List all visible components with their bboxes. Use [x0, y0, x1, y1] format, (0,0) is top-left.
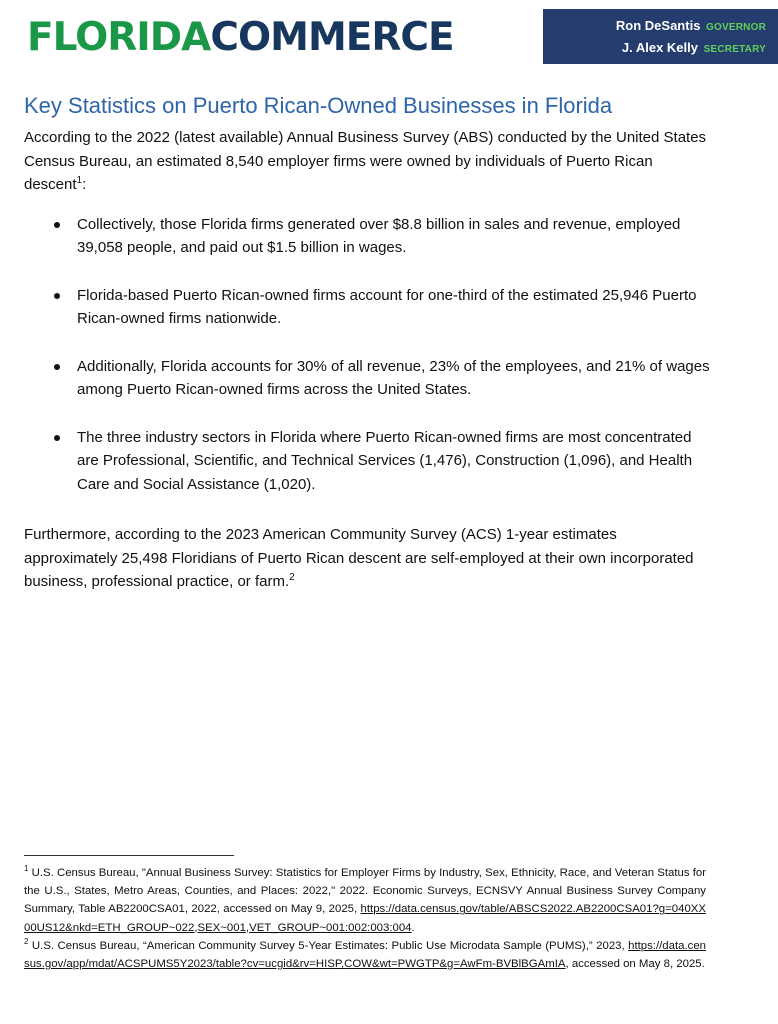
- footnote-end: .: [411, 921, 415, 934]
- intro-text: According to the 2022 (latest available) Annual Business Survey (ABS) conducted by the United States Census Bureau, an estimated 8,540 employer firms were owned by individuals of Puerto Rican descent: [24, 129, 707, 193]
- logo-commerce: COMMERCE: [210, 15, 454, 60]
- governor-line: [543, 16, 766, 38]
- intro-paragraph: [24, 126, 714, 197]
- logo-florida: FLORIDA: [27, 15, 211, 60]
- list-item: Collectively, those Florida firms generated over $8.8 billion in sales and revenue, employed 39,058 people, and paid out $1.5 billion in wages.: [24, 213, 714, 260]
- footnote-number: 2: [24, 937, 29, 947]
- footnote-text: U.S. Census Bureau, “American Community Survey 5-Year Estimates: Public Use Microdata Sample (PUMS),” 2023,: [31, 939, 629, 952]
- footnote-link[interactable]: https://data.census.gov/table/ABSCS2022.AB2200CSA01?g=040XX00US12&nkd=ETH_GROUP~022,SEX~001,VET_GROUP~001:002:003:004: [24, 903, 706, 934]
- footnote-number: 1: [24, 864, 29, 874]
- governor-title: GOVERNOR: [706, 22, 766, 33]
- closing-paragraph: [24, 523, 714, 594]
- leadership-box: [543, 9, 778, 64]
- footnote-end: , accessed on May 8, 2025.: [565, 958, 705, 971]
- footnote-divider: [24, 855, 234, 856]
- footnote-ref-2[interactable]: 2: [289, 572, 295, 583]
- page-title: Key Statistics on Puerto Rican-Owned Businesses in Florida: [24, 93, 613, 118]
- letterhead: [0, 0, 778, 72]
- closing-text: Furthermore, according to the 2023 American Community Survey (ACS) 1-year estimates approximately 25,498 Floridians of Puerto Rican descent are self-employed at their own incorporated business, professional practice, or farm.: [24, 526, 694, 590]
- footnote-ref-1[interactable]: 1: [76, 175, 83, 186]
- footnote-link[interactable]: https://data.census.gov/app/mdat/ACSPUMS5Y2023/table?cv=ucgid&rv=HISP,COW&wt=PWGTP&g=AwFm-BVBlBGAmIA: [24, 939, 706, 971]
- florida-commerce-logo[interactable]: [27, 14, 454, 62]
- footnote-1: [24, 864, 706, 937]
- governor-name: Ron DeSantis: [615, 18, 701, 33]
- intro-colon: :: [82, 176, 87, 193]
- footnote-text: U.S. Census Bureau, "Annual Business Survey: Statistics for Employer Firms by Industry, Sex, Ethnicity, Race, and Veteran Status for the U.S., States, Metro Areas, Counties, and Places: 2022," 2022. Economic Surveys, ECNSVY Annual Business Survey Company Summary, Table AB2200CSA01, 2022, accessed on May 9, 2025,: [24, 867, 706, 916]
- footnotes: [24, 864, 706, 973]
- document-body: [24, 90, 714, 594]
- statistics-list: [24, 213, 714, 497]
- footnote-2: [24, 937, 706, 973]
- list-item: Florida-based Puerto Rican-owned firms account for one-third of the estimated 25,946 Puerto Rican-owned firms nationwide.: [24, 284, 714, 331]
- secretary-title: SECRETARY: [703, 44, 766, 55]
- list-item: Additionally, Florida accounts for 30% of all revenue, 23% of the employees, and 21% of wages among Puerto Rican-owned firms across the United States.: [24, 355, 714, 402]
- list-item: The three industry sectors in Florida where Puerto Rican-owned firms are most concentrated are Professional, Scientific, and Technical Services (1,476), Construction (1,096), and Health Care and Social Assistance (1,020).: [24, 426, 714, 497]
- secretary-line: [543, 38, 766, 60]
- secretary-name: J. Alex Kelly: [621, 40, 698, 55]
